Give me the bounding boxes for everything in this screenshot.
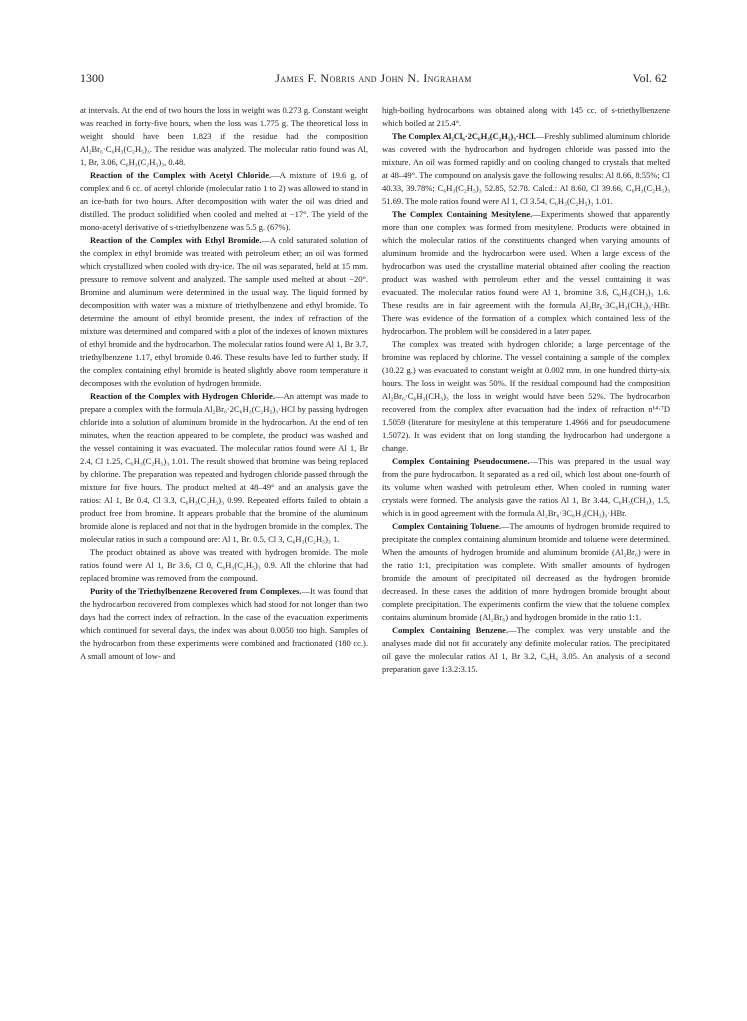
section-heading: The Complex Al₂Cl₆·2C₆H₃(C₂H₅)₃·HCl.	[392, 131, 536, 141]
right-column	[382, 104, 670, 964]
paragraph	[80, 585, 368, 663]
paragraph-text: —The amounts of hydrogen bromide required to precipitate the complex containing aluminum bromide and toluene were determined. When the amounts of hydrogen bromide and aluminum bromide (Al₂Br₆) were in the ratio 1:1, precipitation was complete. With smaller amounts of hydrogen bromide the amount of precipitated oil decreased as the hydrogen bromide decreased. In these cases the addition of more hydrogen bromide brought about complete precipitation. The experiments confirm the view that the toluene complex contains aluminum bromide (Al₂Br₆) and hydrogen bromide in the ratio 1:1.	[382, 521, 670, 622]
page-number: 1300	[80, 71, 104, 85]
section-heading: Complex Containing Pseudocumene.	[392, 456, 530, 466]
section-heading: Reaction of the Complex with Hydrogen Chloride.	[90, 391, 276, 401]
volume-label: Vol. 62	[632, 71, 667, 85]
paragraph	[382, 104, 670, 130]
paragraph-text: high-boiling hydrocarbons was obtained along with 145 cc. of s-triethylbenzene which boiled at 215.4°.	[382, 105, 670, 128]
paragraph-text: —An attempt was made to prepare a complex with the formula Al₂Br₆·2C₆H₃(C₂H₅)₃·HCl by passing hydrogen chloride into a solution of aluminum bromide in the hydrocarbon. At the end of ten minutes, when the reaction appeared to be complete, the product was washed and the vessel containing it was evacuated. The molecular ratios found were Al 1, Br 2.4, Cl 1.25, C₆H₃(C₂H₅)₃ 1.01. The result showed that bromine was being replaced by chlorine. The preparation was repeated and hydrogen chloride passed through the mixture for five hours. The product melted at 48–49° and an analysis gave the ratios: Al 1, Br 0.4, Cl 3.3, C₆H₃(C₂H₅)₃ 0.99. Repeated efforts failed to obtain a product free from bromine. It appears probable that the bromine of the aluminum bromide alone is replaced and not that in the hydrogen bromide in the complex. The molecular ratios in such a compound are: Al 1, Br. 0.5, Cl 3, C₆H₃(C₂H₅)₃ 1.	[80, 391, 368, 544]
paragraph-text: —Freshly sublimed aluminum chloride was covered with the hydrocarbon and hydrogen chloride was passed into the mixture. An oil was formed rapidly and on cooling changed to crystals that melted at 48–49°. The compound on analysis gave the following results: Al 8.66, 8.55%; Cl 40.33, 39.78%; C₆H₃(C₂H₅)₃ 52.85, 52.78. Calcd.: Al 8.60, Cl 39.66, C₆H₃(C₂H₅)₃ 51.69. The mole ratios found were Al 1, Cl 3.54, C₆H₃(C₂H₅)₃ 1.01.	[382, 131, 670, 206]
paragraph-text: —Experiments showed that apparently more than one complex was formed from mesitylene. Products were obtained in which the molecular ratios of the constituents changed when varying amounts of aluminum bromide and the hydrocarbon were used. When a large excess of the hydrocarbon was used the crystalline material obtained after cooling the reaction product was washed with petroleum ether and the vessel containing it was evacuated. The molecular ratios found were Al 1, bromine 3.6, C₆H₃(CH₃)₃ 1.6. These results are in fair agreement with the formula Al₂Br₆·3C₆H₃(CH₃)₃·HBr. There was evidence of the formation of a complex which contained less of the hydrocarbon. The problem will be considered in a later paper.	[382, 209, 670, 336]
paragraph	[80, 390, 368, 546]
paragraph	[382, 208, 670, 338]
left-column	[80, 104, 368, 964]
paragraph-text: —A cold saturated solution of the complex in ethyl bromide was treated with petroleum ether; an oil was formed which crystallized when cooled with dry-ice. The oil was separated, held at 15 mm. pressure to remove solvent and analyzed. The sample used melted at about −20°. Bromine and aluminum were determined in the usual way. The liquid formed by decomposition with water was a mixture of triethylbenzene and ethyl bromide. To determine the amount of ethyl bromide present, the index of refraction of the mixture was determined and compared with a plot of the indexes of known mixtures of ethyl bromide and the hydrocarbon. The molecular ratios found were Al 1, Br 3.7, triethylbenzene 1.17, ethyl bromide 0.46. These results have led to further study. If the complex containing ethyl bromide is heated slightly above room temperature it decomposes with the evolution of hydrogen bromide.	[80, 235, 368, 388]
section-heading: Complex Containing Benzene.	[392, 625, 509, 635]
section-heading: The Complex Containing Mesitylene.	[392, 209, 533, 219]
paragraph-text: —A mixture of 19.6 g. of complex and 6 cc. of acetyl chloride (molecular ratio 1 to 2) was allowed to stand in an ice-bath for two hours. After decomposition with water the oil was dried and distilled. The product solidified when cooled and melted at −17°. The yield of the mono-acetyl derivative of s-triethylbenzene was 5.5 g. (67%).	[80, 170, 368, 232]
paragraph	[80, 104, 368, 169]
paragraph	[80, 546, 368, 585]
paragraph	[80, 169, 368, 234]
paragraph	[382, 130, 670, 208]
paragraph-text: at intervals. At the end of two hours the loss in weight was 0.273 g. Constant weight was reached in forty-five hours, when the loss was 1.775 g. The theoretical loss in weight should have been 1.823 if the residue had the composition Al₂Br₆·C₆H₃(C₂H₅)₃. The residue was analyzed. The molecular ratio found was Al, 1, Br, 3.06, C₆H₃(C₂H₅)₃, 0.48.	[80, 105, 368, 167]
section-heading: Complex Containing Toluene.	[392, 521, 502, 531]
paragraph-text: The product obtained as above was treated with hydrogen bromide. The mole ratios found were Al 1, Br 3.6, Cl 0, C₆H₃(C₂H₅)₃ 0.9. All the chlorine that had replaced bromine was removed from the compound.	[80, 547, 368, 583]
paragraph	[382, 624, 670, 676]
paragraph-text: The complex was treated with hydrogen chloride; a large percentage of the bromine was replaced by chlorine. The vessel containing a sample of the complex (10.22 g.) was evacuated to constant weight at 0.002 mm. in one hundred thirty-six hours. The loss in weight was 50%. If the residual compound had the composition Al₂Br₆·C₆H₃(CH₃)₃ the loss in weight would have been 52%. The hydrocarbon recovered from the complex after evacuation had the index of refraction n¹⁴·⁷D 1.5059 (literature for mesitylene at this temperature 1.4966 and for pseudocumene 1.5072). It was evident that on long standing the hydrocarbon had undergone a change.	[382, 339, 670, 453]
running-head-authors: James F. Norris and John N. Ingraham	[275, 71, 472, 85]
paragraph	[382, 455, 670, 520]
section-heading: Reaction of the Complex with Acetyl Chloride.	[90, 170, 272, 180]
paragraph-text: —The complex was very unstable and the analyses made did not fit accurately any definite molecular ratios. The precipitated oil gave the molecular ratios Al 1, Br 3.2, C₆H₆ 3.05. An analysis of a second preparation gave 1:3.2:3.15.	[382, 625, 670, 674]
paragraph-text: —This was prepared in the usual way from the pure hydrocarbon. It separated as a red oil, which lost about one-fourth of its volume when washed with petroleum ether. When cooled in running water crystals were formed. The analysis gave the ratios Al 1, Br 3.44, C₆H₃(CH₃)₃ 1.5, which is in good agreement with the formula Al₂Br₆·3C₆H₃(CH₃)₃·HBr.	[382, 456, 670, 518]
paragraph	[382, 520, 670, 624]
section-heading: Reaction of the Complex with Ethyl Bromide.	[90, 235, 262, 245]
paragraph	[382, 338, 670, 455]
paragraph	[80, 234, 368, 390]
paragraph-text: —It was found that the hydrocarbon recovered from complexes which had stood for not longer than two days had the correct index of refraction. In the case of the evacuation experiments which continued for several days, the index was about 0.0050 too high. Samples of the hydrocarbon from these experiments were combined and fractionated (180 cc.). A small amount of low- and	[80, 586, 368, 661]
page-header	[80, 70, 667, 86]
section-heading: Purity of the Triethylbenzene Recovered from Complexes.	[90, 586, 302, 596]
